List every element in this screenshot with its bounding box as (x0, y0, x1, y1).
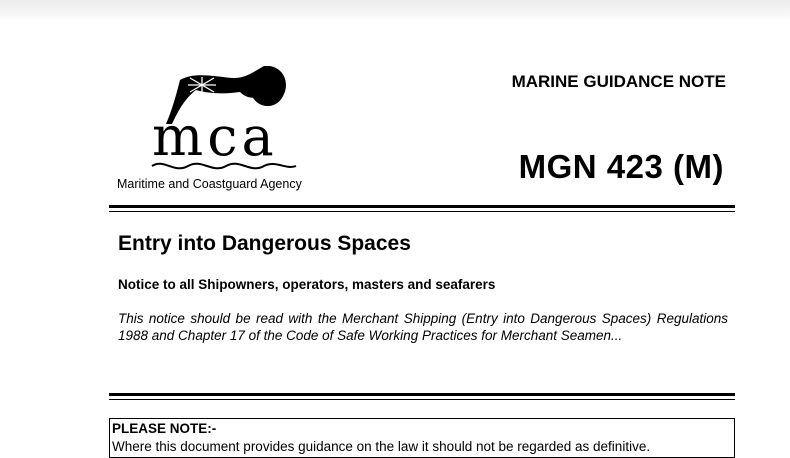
document-type: MARINE GUIDANCE NOTE (511, 72, 726, 91)
viewer-top-bar (0, 0, 790, 22)
section-divider (109, 393, 735, 400)
document-title: Entry into Dangerous Spaces (118, 232, 411, 255)
please-note-box (109, 418, 735, 458)
document-number: MGN 423 (M) (518, 148, 724, 185)
header-divider (109, 205, 735, 212)
document-subtitle: Notice to all Shipowners, operators, masters and seafarers (118, 277, 496, 292)
mca-logo-wordmark: mca (152, 105, 278, 168)
note-heading: PLEASE NOTE:- (112, 421, 217, 436)
intro-paragraph: This notice should be read with the Merchant Shipping (Entry into Dangerous Spaces) Regulations 1988 and Chapter 17 of the Code of Safe Working Practices for Merchant Seamen... (118, 311, 728, 343)
note-body: Where this document provides guidance on the law it should not be regarded as definitive. (112, 439, 651, 454)
agency-name: Maritime and Coastguard Agency (117, 177, 302, 191)
wave-icon (150, 158, 298, 174)
